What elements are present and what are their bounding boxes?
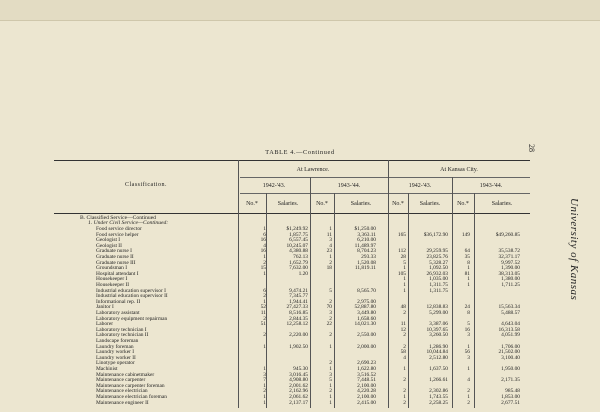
row-cell-k1s: 3,260.50: [429, 332, 448, 339]
row-cell-l1n: 1: [263, 343, 266, 350]
row-cell-k2s: 5,488.57: [501, 310, 520, 316]
salaries-header: Salaries.: [277, 201, 299, 207]
row-cell-l2n: 1: [329, 366, 332, 372]
row-cell-l1n: 2: [263, 332, 266, 339]
row-cell-l1n: 51: [260, 321, 266, 328]
row-cell-k1s: 10,397.65: [426, 326, 448, 333]
row-cell-l1n: 7: [263, 377, 266, 384]
row-classification: Laundry worker I: [96, 349, 135, 356]
row-cell-l2n: 2: [329, 332, 332, 339]
row-cell-k2n: 35: [464, 254, 470, 260]
row-cell-l1s: 4,908.80: [289, 377, 308, 384]
row-cell-l1n: 6: [263, 287, 266, 294]
row-cell-k2s: 1,380.00: [501, 276, 520, 283]
row-cell-k1s: 1,266.61: [429, 377, 448, 384]
row-classification: Geologist II: [96, 242, 122, 249]
row-cell-l2s: 2,975.00: [357, 298, 376, 305]
row-cell-k1n: 1: [403, 287, 406, 294]
row-cell-k2s: 985.48: [505, 388, 520, 395]
row-cell-k2s: 1,950.00: [501, 366, 520, 372]
row-cell-l2n: 11: [326, 231, 332, 238]
row-cell-k2s: 9,997.52: [501, 259, 520, 266]
row-cell-k1s: 1,311.75: [429, 287, 448, 294]
row-cell-l1n: 1: [263, 394, 266, 400]
running-side-title: University of Kansas: [568, 198, 580, 301]
row-cell-l1s: 1,902.50: [289, 343, 308, 350]
row-cell-l1n: 1: [263, 382, 266, 389]
row-cell-k1s: 3,387.06: [429, 321, 448, 328]
row-cell-l2s: 6,210.00: [357, 237, 376, 244]
row-cell-k2n: 1: [467, 265, 470, 272]
row-cell-l1s: 2,137.17: [289, 399, 308, 406]
row-cell-k1n: 4: [403, 354, 406, 361]
row-cell-l1n: 1: [263, 298, 266, 305]
row-cell-k1s: 23,825.76: [426, 254, 448, 260]
row-cell-k2n: 81: [464, 270, 470, 277]
row-cell-l1s: 4,380.88: [289, 248, 308, 255]
row-cell-l2n: 70: [326, 304, 332, 311]
row-classification: Industrial education supervisor I: [96, 287, 166, 294]
row-cell-k2n: 4: [467, 377, 470, 384]
row-cell-k2n: 1: [467, 394, 470, 400]
row-cell-k1n: 2: [403, 332, 406, 339]
row-classification: Laboratory technician I: [96, 326, 147, 333]
row-classification: Housekeeper II: [96, 282, 130, 288]
row-cell-l2s: 2,100.00: [357, 382, 376, 389]
row-cell-l2n: 2: [329, 315, 332, 322]
salaries-header: Salaries.: [491, 201, 513, 207]
row-classification: Maintenance cabinetmaker: [96, 371, 155, 378]
row-cell-l2s: 3,516.52: [357, 371, 376, 378]
row-cell-k1s: 2,258.25: [429, 399, 448, 406]
row-cell-k1s: 29,259.95: [426, 248, 448, 255]
row-cell-k2s: 21,502.00: [498, 349, 520, 356]
row-cell-l1s: 7,632.00: [289, 265, 308, 272]
row-cell-k1n: 48: [400, 304, 406, 311]
no-header: No.*: [246, 201, 258, 207]
row-cell-k2n: 8: [467, 310, 470, 316]
header-rule-1: [240, 177, 530, 178]
row-cell-k1n: 2: [403, 377, 406, 384]
row-cell-k2n: 56: [464, 349, 470, 356]
row-cell-l2n: 1: [329, 226, 332, 232]
row-cell-k2n: 64: [464, 248, 470, 255]
row-cell-k1s: 12,838.83: [426, 304, 448, 311]
row-cell-k1s: 5,299.00: [429, 310, 448, 316]
row-cell-k1n: 12: [400, 326, 406, 333]
no-header: No.*: [457, 201, 469, 207]
row-cell-l2n: 5: [329, 287, 332, 294]
row-cell-l1s: 7,345.77: [289, 293, 308, 300]
row-cell-l2s: 2,550.00: [357, 332, 376, 339]
row-cell-l2n: 3: [329, 371, 332, 378]
row-cell-k1s: 2,302.86: [429, 388, 448, 395]
row-classification: Hospital attendant I: [96, 270, 139, 277]
row-cell-l1s: 27,427.33: [286, 304, 308, 311]
row-classification: Linotype operator: [96, 360, 135, 367]
row-cell-k1n: 1: [403, 366, 406, 372]
row-cell-k1s: 1,035.00: [429, 276, 448, 283]
row-cell-l1s: 945.30: [293, 366, 308, 372]
row-cell-k1n: 28: [400, 254, 406, 260]
row-cell-k2s: 1,706.00: [501, 343, 520, 350]
row-cell-l2n: 1: [329, 343, 332, 350]
row-cell-l2n: 1: [329, 399, 332, 406]
row-cell-k2n: 16: [464, 326, 470, 333]
row-cell-l1s: 2,061.62: [289, 394, 308, 400]
row-cell-k1s: 26,932.03: [426, 270, 448, 277]
lawrence-year-1943-header: 1943-'44.: [337, 183, 361, 189]
row-cell-l1s: $1,249.92: [286, 226, 308, 232]
section-heading: B. Classified Service—Continued: [80, 215, 156, 221]
row-cell-l2s: 52,887.80: [354, 304, 376, 311]
row-classification: Laborer: [96, 321, 114, 328]
row-classification: Informational rep. II: [96, 298, 141, 305]
row-cell-l1n: 1: [263, 270, 266, 277]
row-cell-k1n: 1: [403, 394, 406, 400]
row-cell-l2s: 11,489.97: [354, 242, 376, 249]
row-cell-l1n: 1: [263, 254, 266, 260]
row-classification: Graduate nurse I: [96, 248, 132, 255]
row-cell-k1s: 1,092.50: [429, 265, 448, 272]
row-cell-l1n: 4: [263, 242, 266, 249]
row-cell-l1s: 1,652.79: [289, 259, 308, 266]
no-header: No.*: [392, 201, 404, 207]
row-cell-k2n: 1: [467, 366, 470, 372]
row-cell-l1s: 8,516.85: [289, 310, 308, 316]
row-cell-k2s: 4,643.04: [501, 321, 520, 328]
row-cell-k2s: 1,390.00: [501, 265, 520, 272]
row-cell-k2n: 1: [467, 343, 470, 350]
row-cell-k2s: 3,100.40: [501, 354, 520, 361]
row-cell-l2n: 3: [329, 310, 332, 316]
row-cell-l2n: 2: [329, 360, 332, 367]
row-classification: Food service director: [96, 226, 142, 232]
row-cell-l1s: 9,474.21: [289, 287, 308, 294]
row-cell-l2s: 2,000.00: [357, 343, 376, 350]
row-cell-k2s: 16,313.58: [498, 326, 520, 333]
row-cell-k2n: 8: [467, 259, 470, 266]
row-cell-l1s: 762.13: [293, 254, 308, 260]
row-classification: Food service helper: [96, 231, 139, 238]
row-cell-l1s: 1.20: [298, 270, 308, 277]
row-classification: Maintenance electrician: [96, 388, 148, 395]
row-cell-l1n: 1: [263, 366, 266, 372]
row-classification: Landscape foreman: [96, 338, 139, 344]
row-classification: Janitor I: [96, 304, 114, 311]
row-cell-k2s: 1,853.00: [501, 394, 520, 400]
row-cell-k1n: 105: [397, 270, 406, 277]
row-cell-l2s: 3,449.80: [357, 310, 376, 316]
lawrence-header: At Lawrence.: [296, 167, 330, 173]
row-cell-l2n: 4: [329, 242, 332, 249]
row-cell-k2s: 32,371.17: [498, 254, 520, 260]
no-header: No.*: [316, 201, 328, 207]
row-cell-k2s: 2,677.51: [501, 399, 520, 406]
row-cell-l2n: 23: [326, 248, 332, 255]
row-cell-l2n: 1: [329, 394, 332, 400]
row-cell-l2n: 2: [329, 388, 332, 395]
row-cell-k1n: 165: [397, 231, 406, 238]
row-classification: Laundry foreman: [96, 343, 134, 350]
row-cell-k2n: 5: [467, 321, 470, 328]
row-cell-l1s: 2,220.00: [289, 332, 308, 339]
row-classification: Geologist I: [96, 237, 121, 244]
row-cell-l1n: 1: [263, 399, 266, 406]
row-cell-l1n: 6: [263, 231, 266, 238]
row-cell-l1n: 1: [263, 226, 266, 232]
row-cell-k1n: 1: [403, 282, 406, 288]
row-cell-k2s: 2,171.35: [501, 377, 520, 384]
row-cell-l1s: 2,001.62: [289, 382, 308, 389]
row-cell-l2s: 14,021.30: [354, 321, 376, 328]
row-cell-k1n: 112: [398, 248, 406, 255]
row-cell-l1s: 2,844.35: [289, 315, 308, 322]
row-cell-l1n: 2: [263, 388, 266, 395]
row-cell-k1n: 5: [403, 259, 406, 266]
row-cell-l2s: 11,819.11: [354, 265, 376, 272]
table-row: [0, 401, 600, 407]
row-cell-k1n: 2: [403, 343, 406, 350]
salaries-header: Salaries.: [350, 201, 372, 207]
row-cell-k2n: 24: [464, 304, 470, 311]
row-cell-l1n: 15: [260, 265, 266, 272]
kc-year-1943-header: 1943-'44.: [479, 183, 503, 189]
row-cell-l1s: 6,557.45: [289, 237, 308, 244]
row-cell-l2s: 2,690.23: [357, 360, 376, 367]
row-cell-k2s: $49,260.85: [495, 231, 520, 238]
row-cell-k1s: 1,637.50: [429, 366, 448, 372]
row-classification: Housekeeper I: [96, 276, 128, 283]
row-cell-l2n: 3: [329, 237, 332, 244]
row-cell-k2s: 35,538.72: [498, 248, 520, 255]
row-cell-k1n: 58: [400, 349, 406, 356]
row-cell-l1n: 2: [263, 315, 266, 322]
row-cell-k2n: 3: [467, 354, 470, 361]
row-classification: Graduate nurse III: [96, 259, 136, 266]
row-cell-l2n: 1: [329, 254, 332, 260]
row-classification: Maintenance carpenter foreman: [96, 382, 165, 389]
row-cell-l1s: 2,162.96: [289, 388, 308, 395]
page-number: 28: [527, 144, 536, 152]
subsection-heading: 1. Under Civil Service—Continued:: [88, 220, 169, 226]
row-cell-k2s: 4,051.99: [501, 332, 520, 339]
row-cell-l2n: 5: [329, 377, 332, 384]
row-cell-k1s: 10,044.84: [426, 349, 448, 356]
row-cell-l2n: 22: [326, 321, 332, 328]
classification-header: Classification.: [125, 182, 167, 188]
row-cell-k1s: 5,328.27: [429, 259, 448, 266]
row-cell-l2n: 2: [329, 298, 332, 305]
row-cell-k2n: 3: [467, 332, 470, 339]
header-rule-2: [240, 193, 530, 194]
row-cell-l2n: 2: [329, 259, 332, 266]
row-cell-k1n: 2: [403, 399, 406, 406]
lawrence-year-1942-header: 1942-'43.: [262, 183, 286, 189]
row-cell-l2s: 7,448.51: [357, 377, 376, 384]
row-cell-k2s: 15,563.34: [498, 304, 520, 311]
row-cell-l1n: 11: [260, 310, 266, 316]
row-cell-k1n: 1: [403, 276, 406, 283]
row-cell-l2s: 1,658.60: [357, 315, 376, 322]
row-cell-l1n: 16: [260, 237, 266, 244]
row-cell-l2s: 1,622.80: [357, 366, 376, 372]
header-bottom-rule: [54, 213, 530, 214]
row-classification: Machinist: [96, 366, 118, 372]
previous-page-edge: [0, 0, 600, 21]
row-cell-k2n: 1: [467, 276, 470, 283]
row-cell-k1n: 2: [403, 310, 406, 316]
row-cell-k1s: 1,743.55: [429, 394, 448, 400]
row-cell-l2s: $1,250.00: [354, 226, 376, 232]
row-cell-k1s: 1,311.75: [429, 282, 448, 288]
row-cell-k2s: 1,711.25: [501, 282, 520, 288]
row-cell-l2s: 293.33: [361, 254, 376, 260]
row-cell-k2n: 2: [467, 388, 470, 395]
row-cell-k2n: 149: [461, 231, 470, 238]
row-classification: Laboratory technician II: [96, 332, 149, 339]
row-cell-k1n: 11: [400, 321, 406, 328]
row-classification: Graduate nurse II: [96, 254, 134, 260]
row-cell-l2s: 3,363.11: [357, 231, 376, 238]
kc-year-1942-header: 1942-'43.: [408, 183, 432, 189]
row-cell-l1s: 1,857.75: [289, 231, 308, 238]
row-cell-k2s: 38,313.05: [498, 270, 520, 277]
row-cell-l1n: 52: [260, 304, 266, 311]
row-cell-l2s: 2,100.00: [357, 394, 376, 400]
row-cell-l1n: 3: [263, 371, 266, 378]
row-cell-k1s: 2,512.80: [429, 354, 448, 361]
row-cell-k2n: 2: [467, 399, 470, 406]
table-title: TABLE 4.—Continued: [265, 149, 335, 156]
row-cell-l1s: 1,944.41: [289, 298, 308, 305]
row-classification: Industrial education supervisor II: [96, 293, 168, 300]
row-classification: Maintenance electrician foreman: [96, 394, 167, 400]
table-top-rule: [54, 160, 530, 161]
row-cell-l1n: 16: [260, 248, 266, 255]
row-cell-l2n: 18: [326, 265, 332, 272]
row-classification: Maintenance carpenter: [96, 377, 146, 384]
row-classification: Laboratory equipment repairman: [96, 315, 168, 322]
row-cell-l1n: 2: [263, 293, 266, 300]
salaries-header: Salaries.: [419, 201, 441, 207]
row-cell-k1s: $36,172.90: [423, 231, 448, 238]
row-classification: Laundry worker II: [96, 354, 136, 361]
kansas-city-header: At Kansas City.: [440, 167, 478, 173]
row-cell-l1s: 12,258.12: [286, 321, 308, 328]
row-cell-l2s: 1,520.08: [357, 259, 376, 266]
row-cell-l2s: 2,415.00: [357, 399, 376, 406]
row-classification: Groundsman I: [96, 265, 127, 272]
row-cell-l2s: 8,704.23: [357, 248, 376, 255]
row-cell-l1s: 3,016.45: [289, 371, 308, 378]
row-classification: Laboratory assistant: [96, 310, 140, 316]
row-cell-l1s: 10,245.07: [286, 242, 308, 249]
row-classification: Maintenance engineer II: [96, 399, 149, 406]
row-cell-k1s: 1,286.90: [429, 343, 448, 350]
row-cell-l2n: 1: [329, 382, 332, 389]
row-cell-l1n: 2: [263, 259, 266, 266]
row-cell-k2n: 1: [467, 282, 470, 288]
row-cell-k1n: 1: [403, 265, 406, 272]
row-cell-k1n: 2: [403, 388, 406, 395]
row-cell-l2s: 8,565.70: [357, 287, 376, 294]
row-cell-l2s: 4,220.28: [357, 388, 376, 395]
